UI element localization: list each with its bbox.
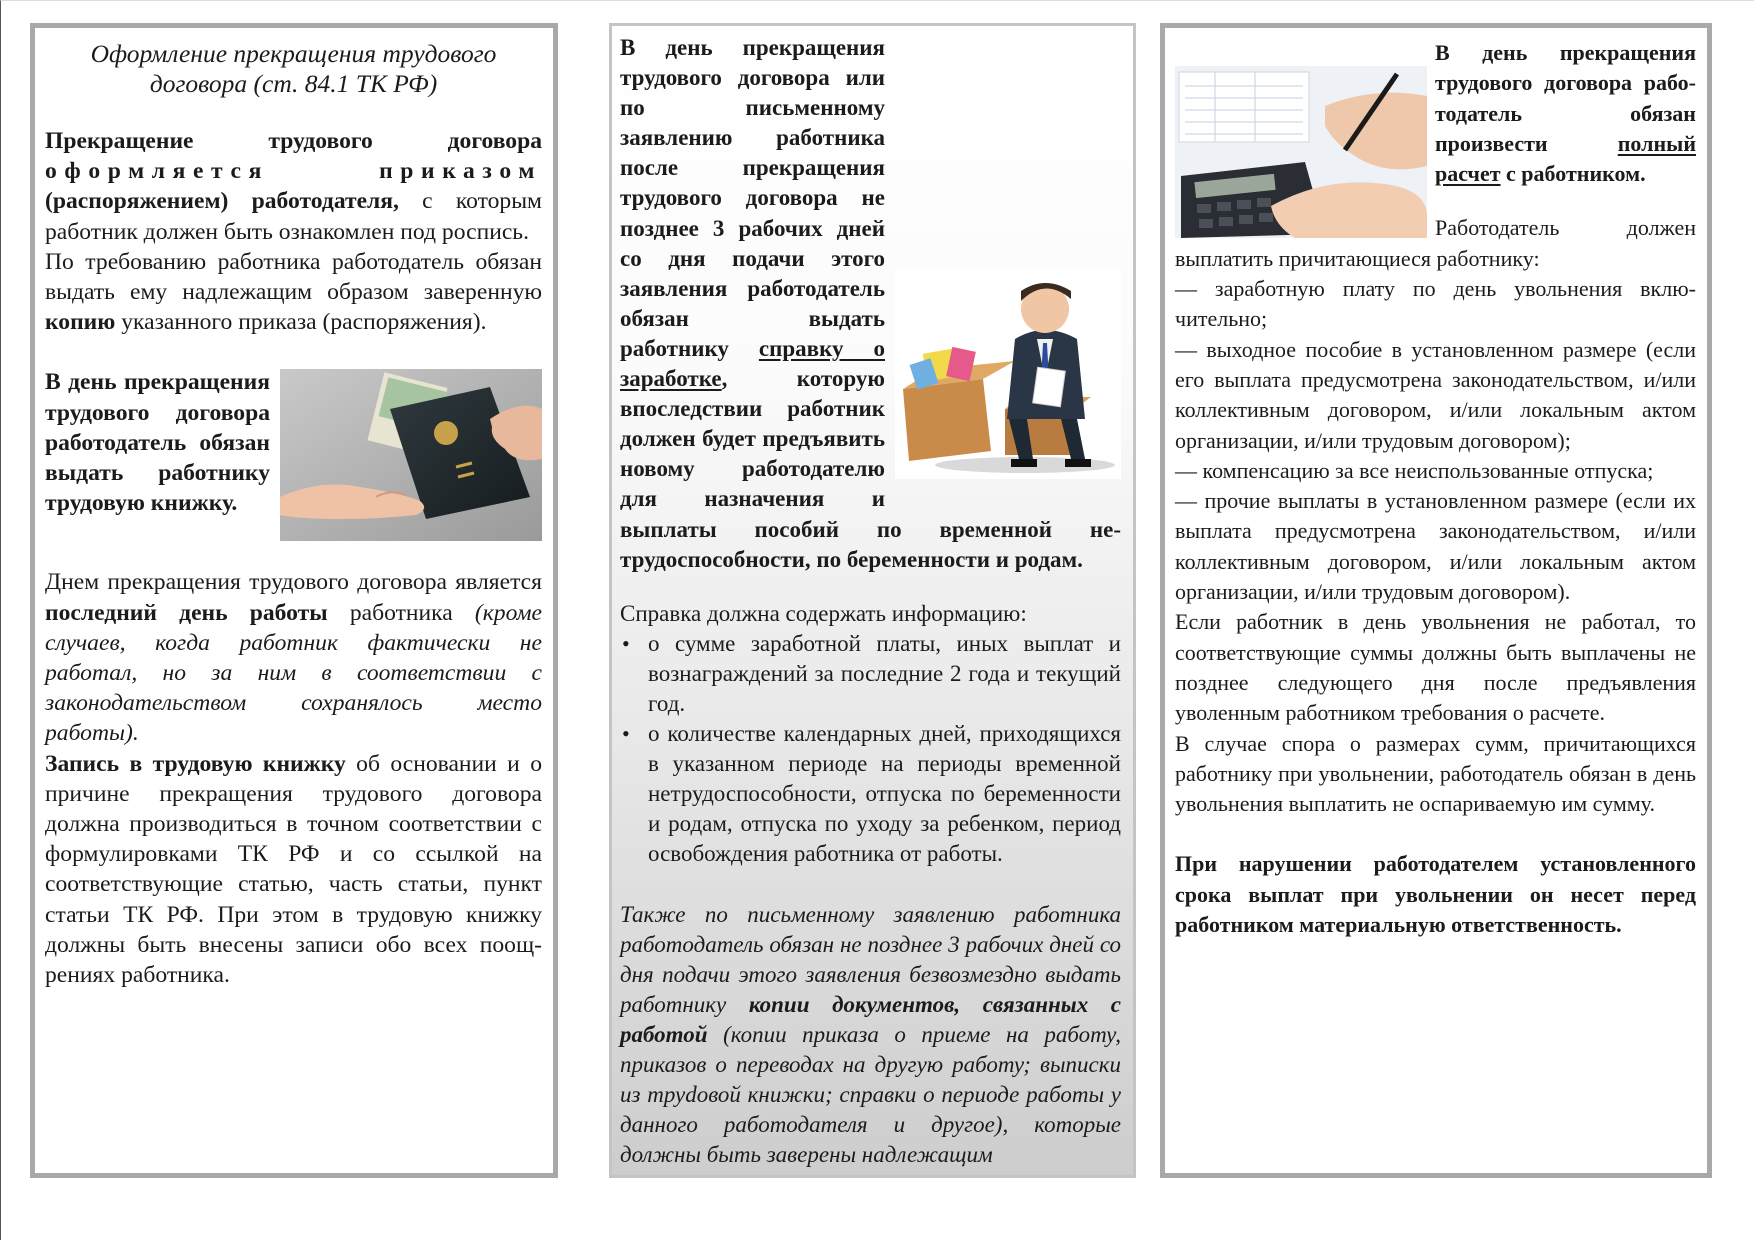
column-right xyxy=(1160,23,1712,1178)
bold-employer-order: (распоряжением) работодателя, xyxy=(45,188,399,215)
last-day-text-1: Днем прекращения трудового договора является xyxy=(45,569,542,596)
payments-intro: Работодатель должен выплатить причитающиеся работнику: xyxy=(1175,215,1696,271)
payment-item: — заработную плату по день увольнения включительно; xyxy=(1175,276,1696,332)
labor-book-entry-text: об основании и о причине прекращения трудового договора должна производиться в точном соответствии с формулировками ТК РФ и со ссылкой на соответствующие статью, часть статьи, пункт статьи ТК РФ. При этом в трудовую книжку должны быть внесены записи обо всех поощрениях работника. xyxy=(45,750,542,989)
dismissed-worker-image xyxy=(895,269,1121,479)
section-heading xyxy=(45,39,542,99)
bold-liability: При нарушении работодателем установленного срока выплат при увольнении он несет перед работником материальную ответственность. xyxy=(1175,851,1696,938)
bold-termination: Прекращение трудового договора xyxy=(45,128,542,154)
dispute-paragraph: В случае спора о размерах сумм, причитающихся работнику при увольнении, работодатель обязан в день увольнения выплатить не оспариваемую им сумму. xyxy=(1175,730,1696,817)
documents-text-1: Также по письменному заявлению работника работодатель обязан не позднее 3 рабочих дней со дня подачи этого заявления безвозмездно выдать работнику xyxy=(620,901,1121,1017)
termination-order-paragraph xyxy=(45,126,542,247)
documents-text-2: (копии приказа о приеме на работу, приказов о переводах на другую работу; выписки из труdовой книжки; справки о периоде работы у данного работодателя и другое), которые должны быть заверены надлежащим xyxy=(620,1021,1121,1168)
bold-last-day: последний день работы xyxy=(45,599,328,626)
bold-certificate-text-2: , которую впоследствии работник должен будет предъявить новому работодателю для назначения и выплаты пособий по временной нетрудоспособности, по беременности и родам. xyxy=(620,366,1121,572)
heading-line-1: Оформление прекращения трудового xyxy=(90,39,497,68)
italic-exception: (кроме случаев, когда работник фактически не работал, но за ним в соответствии с законодательством сохранялось место работы). xyxy=(45,599,543,747)
bold-documents-copies: копии документов, связанных с работой xyxy=(620,991,1121,1047)
not-worked-paragraph: Если работник в день увольнения не работал, то соответствующие суммы должны быть выплачены не позднее следующего дня после предъявления уволенным работником требования о расчете. xyxy=(1175,609,1696,726)
bold-labor-book: В день прекращения трудового договора работодатель обязан выдать работнику трудовую книжку. xyxy=(45,369,270,517)
payment-item: — прочие выплаты в установленном размере (если их выплата предусмотрена законодательством, и/или коллективным договором, и/или локальным актом организации, и/или трудовым договором). xyxy=(1175,488,1696,605)
documents-copies-paragraph xyxy=(620,900,1121,1171)
list-item: • о сумме заработной платы, иных выплат и вознаграждений за последние 2 года и текущий год. xyxy=(648,629,1121,719)
bold-settlement-text-1: В день прекращения трудового договора работодатель обязан произвести xyxy=(1435,40,1696,156)
calculator-accounting-image xyxy=(1175,66,1427,238)
certificate-info-intro: Справка должна содержать информацию: xyxy=(620,600,1027,626)
bold-order: оформляется приказом xyxy=(45,158,542,185)
copy-request-text-1: По требованию работника работодатель обязан выдать ему надлежащим образом заверенную xyxy=(45,248,542,306)
bold-certificate-text-1: В день прекращения трудового договора или по письменному заявлению работника после прекращения трудового договора не позднее 3 рабочих дней со дня подачи этого заявления работодатель обязан выдать работнику xyxy=(620,35,885,361)
last-day-text-2: работника xyxy=(327,599,475,626)
certificate-info-list xyxy=(620,629,1121,870)
column-left xyxy=(30,23,558,1178)
column-middle xyxy=(609,23,1136,1178)
last-day-paragraph xyxy=(45,567,542,748)
copy-request-paragraph xyxy=(45,247,542,338)
labor-book-entry-paragraph xyxy=(45,749,542,991)
bold-settlement-text-2: с работником. xyxy=(1500,161,1646,187)
payment-item: — выходное пособие в установленном размере (если его выплата предусмотрена законодательством, и/или коллективным договором, и/или локальным актом организации, и/или трудовым договором); xyxy=(1175,336,1696,453)
list-item: • о количестве календарных дней, приходящихся в указанном периоде на периоды временной нетрудоспособности, отпуска по беременности и родам, отпуска по уходу за ребенком, период освобождения работника от работы. xyxy=(648,719,1121,869)
liability-paragraph xyxy=(1175,849,1696,940)
heading-line-2: договора (ст. 84.1 ТК РФ) xyxy=(149,69,438,98)
payment-item: — компенсацию за все неиспользованные отпуска; xyxy=(1175,457,1654,483)
labor-book-handover-image xyxy=(280,369,542,541)
termination-order-text: с которым работник должен быть ознакомлен под роспись. xyxy=(45,188,542,245)
copy-request-text-2: указанного приказа (распоряжения). xyxy=(115,309,487,336)
full-settlement-link: полный расчет xyxy=(1435,130,1696,187)
bold-labor-book-entry: Запись в трудовую книжку xyxy=(45,750,346,777)
bold-copy: копию xyxy=(45,309,116,336)
salary-certificate-link: справку о заработке xyxy=(620,335,885,392)
